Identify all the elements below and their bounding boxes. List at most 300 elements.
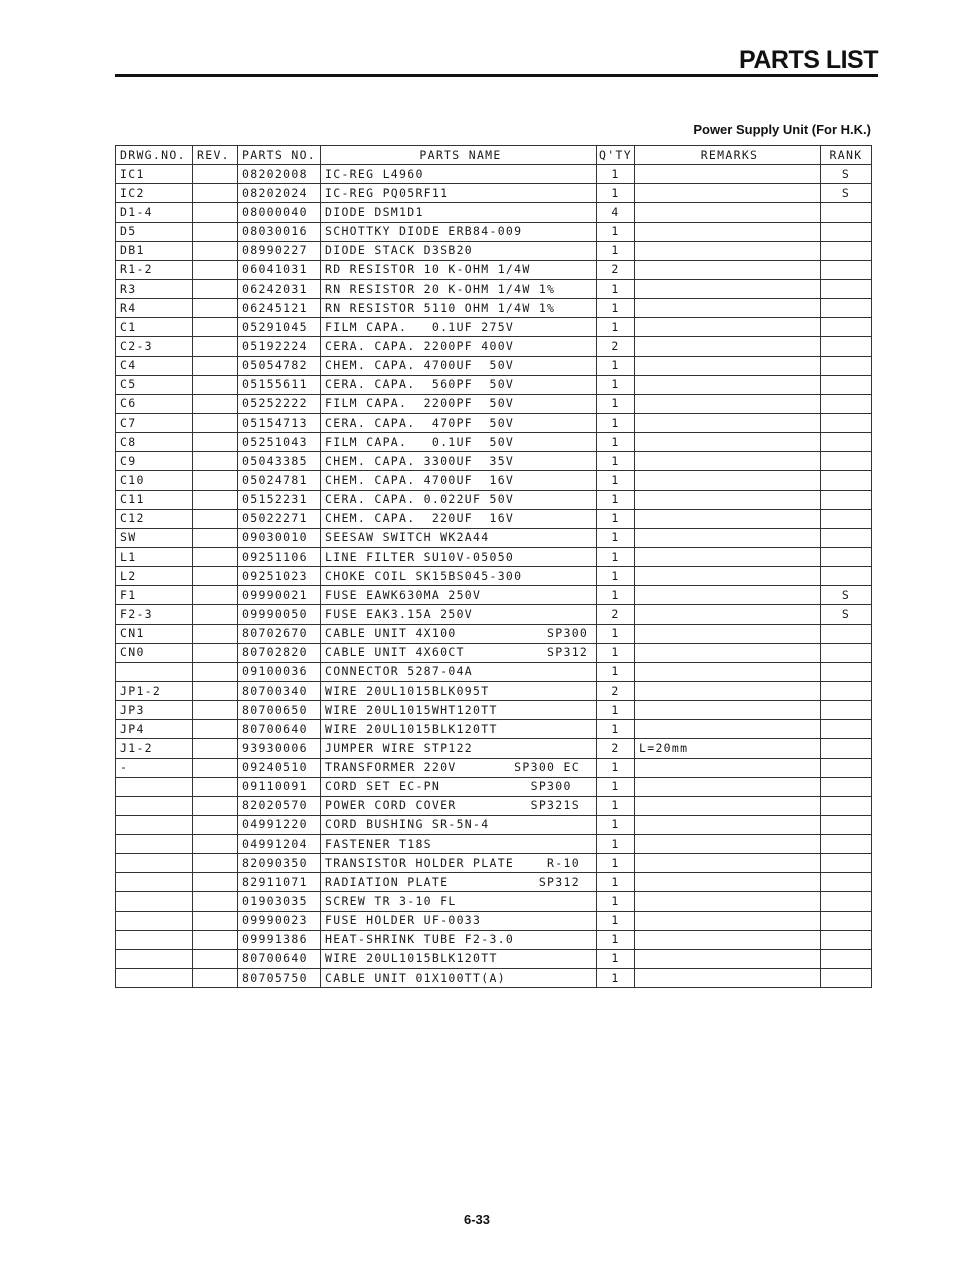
table-row xyxy=(116,433,872,452)
cell-qty: 2 xyxy=(597,260,635,279)
cell-parts-no: 80705750 xyxy=(238,969,321,988)
cell-rev xyxy=(193,949,238,968)
cell-rev xyxy=(193,758,238,777)
cell-drwg-no xyxy=(116,777,193,796)
cell-qty: 1 xyxy=(597,452,635,471)
cell-rank xyxy=(821,490,872,509)
cell-parts-no: 09991386 xyxy=(238,930,321,949)
cell-rev xyxy=(193,318,238,337)
cell-qty: 1 xyxy=(597,720,635,739)
cell-parts-no: 09110091 xyxy=(238,777,321,796)
cell-parts-no: 05152231 xyxy=(238,490,321,509)
cell-rev xyxy=(193,681,238,700)
cell-parts-no: 05022271 xyxy=(238,509,321,528)
column-header-parts-no: PARTS NO. xyxy=(238,146,321,165)
table-row xyxy=(116,892,872,911)
cell-qty: 1 xyxy=(597,892,635,911)
cell-remarks xyxy=(635,184,821,203)
table-row xyxy=(116,969,872,988)
cell-remarks xyxy=(635,586,821,605)
cell-qty: 1 xyxy=(597,643,635,662)
cell-remarks xyxy=(635,681,821,700)
cell-qty: 1 xyxy=(597,777,635,796)
cell-parts-name: FUSE HOLDER UF-0033 xyxy=(321,911,597,930)
cell-rank xyxy=(821,356,872,375)
cell-rank xyxy=(821,796,872,815)
cell-remarks xyxy=(635,433,821,452)
cell-drwg-no: JP3 xyxy=(116,701,193,720)
cell-parts-name: DIODE DSM1D1 xyxy=(321,203,597,222)
cell-drwg-no: C4 xyxy=(116,356,193,375)
cell-remarks xyxy=(635,892,821,911)
cell-drwg-no xyxy=(116,892,193,911)
cell-rev xyxy=(193,777,238,796)
cell-parts-name: WIRE 20UL1015BLK120TT xyxy=(321,949,597,968)
cell-parts-name: IC-REG PQ05RF11 xyxy=(321,184,597,203)
cell-qty: 2 xyxy=(597,681,635,700)
cell-rank xyxy=(821,815,872,834)
cell-qty: 4 xyxy=(597,203,635,222)
cell-parts-no: 05154713 xyxy=(238,413,321,432)
cell-qty: 1 xyxy=(597,222,635,241)
cell-parts-name: CERA. CAPA. 560PF 50V xyxy=(321,375,597,394)
cell-qty: 1 xyxy=(597,528,635,547)
cell-rank xyxy=(821,854,872,873)
cell-remarks xyxy=(635,413,821,432)
cell-drwg-no: F1 xyxy=(116,586,193,605)
cell-rev xyxy=(193,547,238,566)
cell-qty: 2 xyxy=(597,739,635,758)
table-row xyxy=(116,375,872,394)
cell-drwg-no: J1-2 xyxy=(116,739,193,758)
cell-rank xyxy=(821,260,872,279)
cell-qty: 1 xyxy=(597,624,635,643)
cell-parts-name: POWER CORD COVER SP321S xyxy=(321,796,597,815)
cell-parts-no: 08030016 xyxy=(238,222,321,241)
cell-parts-no: 04991204 xyxy=(238,835,321,854)
cell-rev xyxy=(193,279,238,298)
cell-drwg-no: C5 xyxy=(116,375,193,394)
cell-rev xyxy=(193,184,238,203)
cell-drwg-no xyxy=(116,835,193,854)
cell-rev xyxy=(193,796,238,815)
cell-remarks xyxy=(635,452,821,471)
cell-qty: 1 xyxy=(597,165,635,184)
table-row xyxy=(116,356,872,375)
cell-drwg-no xyxy=(116,662,193,681)
cell-parts-no: 06245121 xyxy=(238,299,321,318)
cell-parts-no: 06041031 xyxy=(238,260,321,279)
cell-qty: 1 xyxy=(597,394,635,413)
cell-rev xyxy=(193,452,238,471)
cell-parts-no: 08990227 xyxy=(238,241,321,260)
cell-qty: 1 xyxy=(597,547,635,566)
cell-rank xyxy=(821,835,872,854)
cell-parts-name: CORD BUSHING SR-5N-4 xyxy=(321,815,597,834)
cell-rev xyxy=(193,299,238,318)
cell-parts-name: WIRE 20UL1015BLK120TT xyxy=(321,720,597,739)
table-row xyxy=(116,471,872,490)
cell-remarks xyxy=(635,337,821,356)
cell-parts-name: FILM CAPA. 0.1UF 50V xyxy=(321,433,597,452)
cell-parts-name: FILM CAPA. 2200PF 50V xyxy=(321,394,597,413)
cell-rev xyxy=(193,969,238,988)
cell-remarks xyxy=(635,165,821,184)
cell-rank xyxy=(821,547,872,566)
cell-remarks xyxy=(635,471,821,490)
cell-parts-no: 05252222 xyxy=(238,394,321,413)
cell-parts-name: CERA. CAPA. 470PF 50V xyxy=(321,413,597,432)
cell-parts-no: 05024781 xyxy=(238,471,321,490)
cell-rev xyxy=(193,165,238,184)
cell-rev xyxy=(193,413,238,432)
cell-rev xyxy=(193,567,238,586)
cell-qty: 2 xyxy=(597,605,635,624)
cell-drwg-no xyxy=(116,911,193,930)
cell-drwg-no: IC1 xyxy=(116,165,193,184)
cell-parts-no: 05251043 xyxy=(238,433,321,452)
cell-qty: 1 xyxy=(597,279,635,298)
cell-parts-name: CABLE UNIT 01X100TT(A) xyxy=(321,969,597,988)
table-row xyxy=(116,165,872,184)
table-row xyxy=(116,662,872,681)
cell-parts-name: CABLE UNIT 4X100 SP300 xyxy=(321,624,597,643)
cell-parts-name: CABLE UNIT 4X60CT SP312 xyxy=(321,643,597,662)
cell-drwg-no: C9 xyxy=(116,452,193,471)
cell-drwg-no xyxy=(116,949,193,968)
cell-parts-name: TRANSFORMER 220V SP300 EC xyxy=(321,758,597,777)
cell-rev xyxy=(193,605,238,624)
cell-remarks xyxy=(635,758,821,777)
table-row xyxy=(116,624,872,643)
cell-remarks xyxy=(635,969,821,988)
cell-rank xyxy=(821,241,872,260)
cell-drwg-no: L2 xyxy=(116,567,193,586)
cell-parts-name: CHEM. CAPA. 220UF 16V xyxy=(321,509,597,528)
cell-parts-name: CONNECTOR 5287-04A xyxy=(321,662,597,681)
page-number: 6-33 xyxy=(463,1212,491,1227)
cell-remarks xyxy=(635,701,821,720)
cell-remarks xyxy=(635,356,821,375)
cell-remarks xyxy=(635,318,821,337)
column-header-qty: Q'TY xyxy=(597,146,635,165)
cell-qty: 1 xyxy=(597,930,635,949)
table-row xyxy=(116,605,872,624)
cell-drwg-no: F2-3 xyxy=(116,605,193,624)
cell-qty: 1 xyxy=(597,490,635,509)
cell-parts-name: SCREW TR 3-10 FL xyxy=(321,892,597,911)
cell-qty: 1 xyxy=(597,662,635,681)
cell-qty: 1 xyxy=(597,433,635,452)
cell-parts-name: RADIATION PLATE SP312 xyxy=(321,873,597,892)
cell-remarks xyxy=(635,394,821,413)
cell-qty: 1 xyxy=(597,701,635,720)
cell-rank xyxy=(821,375,872,394)
cell-rank: S xyxy=(821,605,872,624)
cell-qty: 1 xyxy=(597,184,635,203)
cell-rank xyxy=(821,758,872,777)
cell-rank xyxy=(821,911,872,930)
cell-qty: 1 xyxy=(597,509,635,528)
cell-remarks xyxy=(635,720,821,739)
table-row xyxy=(116,260,872,279)
cell-parts-name: TRANSISTOR HOLDER PLATE R-10 xyxy=(321,854,597,873)
cell-rank xyxy=(821,643,872,662)
parts-table xyxy=(115,145,872,988)
cell-rank xyxy=(821,681,872,700)
cell-qty: 1 xyxy=(597,586,635,605)
table-row xyxy=(116,222,872,241)
table-row xyxy=(116,490,872,509)
cell-parts-name: CHEM. CAPA. 3300UF 35V xyxy=(321,452,597,471)
cell-parts-no: 08000040 xyxy=(238,203,321,222)
table-row xyxy=(116,854,872,873)
cell-rev xyxy=(193,643,238,662)
cell-rank xyxy=(821,394,872,413)
cell-remarks xyxy=(635,279,821,298)
cell-rev xyxy=(193,624,238,643)
cell-remarks xyxy=(635,815,821,834)
cell-parts-name: RN RESISTOR 20 K-OHM 1/4W 1% xyxy=(321,279,597,298)
cell-remarks xyxy=(635,624,821,643)
cell-rank xyxy=(821,509,872,528)
cell-remarks xyxy=(635,873,821,892)
cell-qty: 1 xyxy=(597,413,635,432)
cell-parts-name: DIODE STACK D3SB20 xyxy=(321,241,597,260)
cell-qty: 1 xyxy=(597,796,635,815)
cell-parts-no: 05043385 xyxy=(238,452,321,471)
cell-parts-name: FUSE EAWK630MA 250V xyxy=(321,586,597,605)
table-row xyxy=(116,930,872,949)
cell-rank: S xyxy=(821,586,872,605)
cell-qty: 1 xyxy=(597,241,635,260)
cell-drwg-no: C8 xyxy=(116,433,193,452)
cell-rank xyxy=(821,624,872,643)
cell-parts-no: 08202008 xyxy=(238,165,321,184)
cell-drwg-no: DB1 xyxy=(116,241,193,260)
table-row xyxy=(116,279,872,298)
cell-parts-no: 09990021 xyxy=(238,586,321,605)
cell-rank xyxy=(821,892,872,911)
cell-drwg-no: D1-4 xyxy=(116,203,193,222)
cell-remarks xyxy=(635,911,821,930)
cell-parts-no: 05155611 xyxy=(238,375,321,394)
cell-parts-name: HEAT-SHRINK TUBE F2-3.0 xyxy=(321,930,597,949)
cell-drwg-no: SW xyxy=(116,528,193,547)
cell-qty: 1 xyxy=(597,375,635,394)
table-row xyxy=(116,586,872,605)
table-row xyxy=(116,337,872,356)
cell-remarks xyxy=(635,796,821,815)
cell-rev xyxy=(193,528,238,547)
cell-drwg-no xyxy=(116,969,193,988)
cell-drwg-no: JP4 xyxy=(116,720,193,739)
cell-rank xyxy=(821,873,872,892)
cell-drwg-no: R4 xyxy=(116,299,193,318)
column-header-rev: REV. xyxy=(193,146,238,165)
cell-qty: 1 xyxy=(597,873,635,892)
cell-parts-no: 93930006 xyxy=(238,739,321,758)
table-row xyxy=(116,318,872,337)
cell-remarks xyxy=(635,949,821,968)
cell-qty: 1 xyxy=(597,567,635,586)
table-row xyxy=(116,758,872,777)
cell-rev xyxy=(193,260,238,279)
cell-remarks xyxy=(635,299,821,318)
table-row xyxy=(116,452,872,471)
cell-remarks xyxy=(635,643,821,662)
cell-drwg-no: CN0 xyxy=(116,643,193,662)
cell-rank xyxy=(821,452,872,471)
cell-parts-name: SCHOTTKY DIODE ERB84-009 xyxy=(321,222,597,241)
cell-rev xyxy=(193,586,238,605)
cell-rev xyxy=(193,930,238,949)
cell-qty: 1 xyxy=(597,949,635,968)
cell-rev xyxy=(193,471,238,490)
cell-parts-no: 09251106 xyxy=(238,547,321,566)
section-title: Power Supply Unit (For H.K.) xyxy=(693,122,871,137)
cell-remarks xyxy=(635,260,821,279)
table-row xyxy=(116,796,872,815)
cell-parts-no: 09990023 xyxy=(238,911,321,930)
cell-parts-name: LINE FILTER SU10V-05050 xyxy=(321,547,597,566)
table-row xyxy=(116,299,872,318)
cell-remarks xyxy=(635,490,821,509)
cell-rev xyxy=(193,873,238,892)
cell-drwg-no xyxy=(116,815,193,834)
cell-parts-no: 80700640 xyxy=(238,949,321,968)
cell-rev xyxy=(193,433,238,452)
cell-rank xyxy=(821,567,872,586)
parts-table-body xyxy=(116,165,872,988)
cell-rank xyxy=(821,720,872,739)
cell-parts-no: 08202024 xyxy=(238,184,321,203)
page-title: PARTS LIST xyxy=(739,46,878,74)
cell-rank xyxy=(821,299,872,318)
cell-parts-no: 80700340 xyxy=(238,681,321,700)
cell-parts-name: CHOKE COIL SK15BS045-300 xyxy=(321,567,597,586)
cell-rev xyxy=(193,720,238,739)
cell-parts-name: WIRE 20UL1015WHT120TT xyxy=(321,701,597,720)
cell-remarks xyxy=(635,605,821,624)
cell-drwg-no: JP1-2 xyxy=(116,681,193,700)
cell-drwg-no: C12 xyxy=(116,509,193,528)
column-header-rank: RANK xyxy=(821,146,872,165)
cell-drwg-no xyxy=(116,873,193,892)
table-row xyxy=(116,701,872,720)
cell-qty: 1 xyxy=(597,835,635,854)
cell-rank xyxy=(821,203,872,222)
cell-drwg-no: C11 xyxy=(116,490,193,509)
cell-parts-name: WIRE 20UL1015BLK095T xyxy=(321,681,597,700)
cell-parts-name: FUSE EAK3.15A 250V xyxy=(321,605,597,624)
cell-rev xyxy=(193,490,238,509)
table-row xyxy=(116,203,872,222)
table-row xyxy=(116,184,872,203)
cell-parts-name: CHEM. CAPA. 4700UF 16V xyxy=(321,471,597,490)
cell-rank xyxy=(821,433,872,452)
cell-rev xyxy=(193,356,238,375)
cell-qty: 1 xyxy=(597,815,635,834)
table-row xyxy=(116,815,872,834)
cell-remarks xyxy=(635,930,821,949)
cell-parts-name: FASTENER T18S xyxy=(321,835,597,854)
cell-drwg-no: IC2 xyxy=(116,184,193,203)
table-row xyxy=(116,777,872,796)
cell-parts-no: 80700640 xyxy=(238,720,321,739)
cell-remarks xyxy=(635,547,821,566)
table-row xyxy=(116,720,872,739)
cell-parts-no: 09030010 xyxy=(238,528,321,547)
cell-parts-name: RN RESISTOR 5110 OHM 1/4W 1% xyxy=(321,299,597,318)
title-rule xyxy=(115,74,878,77)
table-row xyxy=(116,835,872,854)
cell-remarks xyxy=(635,203,821,222)
cell-rank xyxy=(821,969,872,988)
table-row xyxy=(116,241,872,260)
cell-rev xyxy=(193,509,238,528)
cell-rank xyxy=(821,337,872,356)
cell-parts-no: 05054782 xyxy=(238,356,321,375)
cell-qty: 1 xyxy=(597,299,635,318)
cell-rank xyxy=(821,662,872,681)
cell-remarks xyxy=(635,528,821,547)
cell-rev xyxy=(193,662,238,681)
cell-rank xyxy=(821,701,872,720)
cell-drwg-no: C6 xyxy=(116,394,193,413)
cell-parts-name: FILM CAPA. 0.1UF 275V xyxy=(321,318,597,337)
cell-qty: 1 xyxy=(597,911,635,930)
cell-drwg-no: C1 xyxy=(116,318,193,337)
cell-drwg-no: C7 xyxy=(116,413,193,432)
table-row xyxy=(116,567,872,586)
cell-qty: 1 xyxy=(597,318,635,337)
cell-drwg-no: L1 xyxy=(116,547,193,566)
cell-parts-no: 09240510 xyxy=(238,758,321,777)
cell-parts-no: 05291045 xyxy=(238,318,321,337)
cell-qty: 1 xyxy=(597,471,635,490)
column-header-parts-name: PARTS NAME xyxy=(321,146,597,165)
cell-qty: 1 xyxy=(597,854,635,873)
cell-drwg-no: CN1 xyxy=(116,624,193,643)
cell-parts-name: IC-REG L4960 xyxy=(321,165,597,184)
cell-parts-no: 80702820 xyxy=(238,643,321,662)
cell-rank: S xyxy=(821,165,872,184)
cell-remarks xyxy=(635,375,821,394)
column-header-remarks: REMARKS xyxy=(635,146,821,165)
cell-rank xyxy=(821,279,872,298)
table-row xyxy=(116,394,872,413)
cell-parts-name: CORD SET EC-PN SP300 xyxy=(321,777,597,796)
cell-rev xyxy=(193,892,238,911)
cell-rank xyxy=(821,739,872,758)
column-header-drwg-no: DRWG.NO. xyxy=(116,146,193,165)
cell-remarks xyxy=(635,509,821,528)
cell-parts-no: 09251023 xyxy=(238,567,321,586)
cell-rev xyxy=(193,241,238,260)
table-row xyxy=(116,643,872,662)
cell-drwg-no xyxy=(116,930,193,949)
cell-parts-name: JUMPER WIRE STP122 xyxy=(321,739,597,758)
cell-parts-no: 82090350 xyxy=(238,854,321,873)
cell-qty: 1 xyxy=(597,969,635,988)
cell-rank xyxy=(821,930,872,949)
cell-remarks xyxy=(635,662,821,681)
cell-parts-no: 09990050 xyxy=(238,605,321,624)
cell-rev xyxy=(193,815,238,834)
cell-remarks xyxy=(635,777,821,796)
cell-rev xyxy=(193,701,238,720)
